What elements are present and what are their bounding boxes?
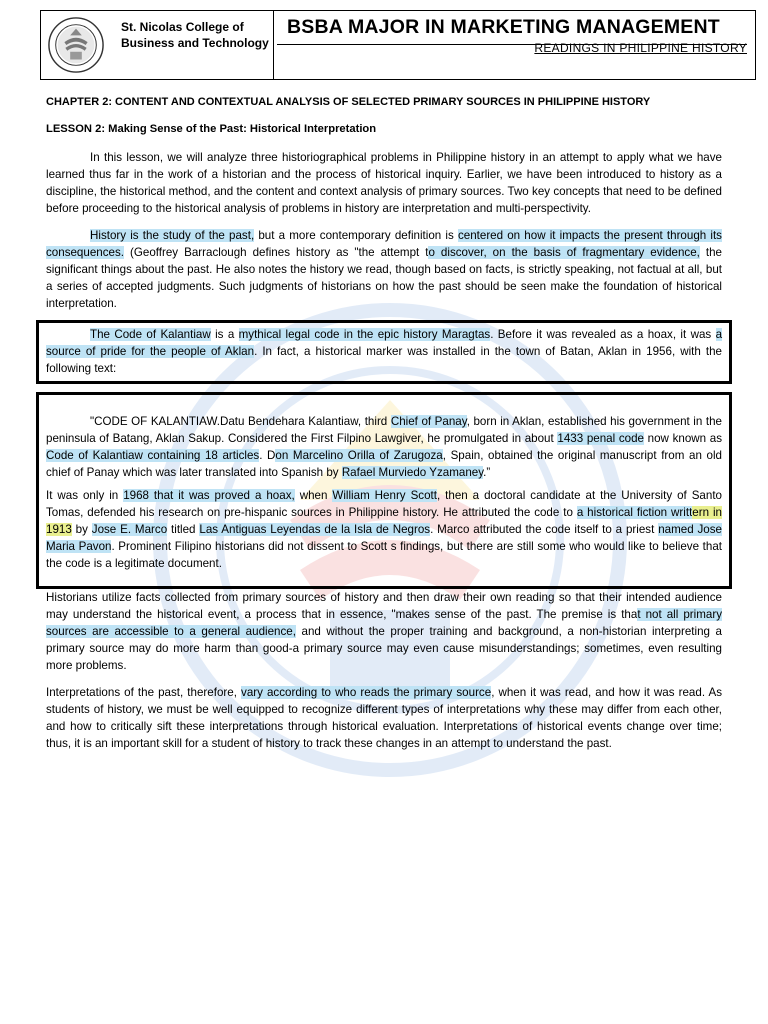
paragraph-kalantiaw: The Code of Kalantiaw is a mythical legal code in the epic history Maragtas. Before it was revealed as a hoax, it was a source of pride for the people of Aklan. In fact, a historical marker was installed in the town of Batan, Aklan in 1956, with the following text:	[46, 328, 723, 375]
marker-quote: "CODE OF KALANTIAW.Datu Bendehara Kalantiaw, third Chief of Panay, born in Aklan, established his government in the peninsula of Batang, Aklan Sakup. Considered the First Filpino Lawgiver, he promulgated in about 1433 penal code now known as Code of Kalantiaw containing 18 articles. Don Marcelino Orilla of Zarugoza, Spain, obtained the original manuscript from an old chief of Panay which was later translated into Spanish by Rafael Murviedo Yzamaney.”	[46, 415, 722, 479]
highlight: named Jose Maria Pavon	[46, 523, 722, 553]
kalantiaw-intro-box	[36, 320, 732, 384]
highlight: Rafael Murviedo Yzamaney	[341, 466, 484, 479]
kalantiaw-marker-box	[36, 392, 732, 589]
highlight: Chief of Panay	[390, 415, 467, 428]
paragraph-definition: History is the study of the past, but a more contemporary definition is centered on how it impacts the present through its consequences. (Geoffrey Barraclough defines history as "the attempt to discover, on the basis of fragmentary evidence, the significant things about the past. He also notes the history we read, though based on facts, is strictly speaking, not factual at all, but a series of accepted judgments. Such judgments of historians on how the past should be seen make the foundation of historical interpretation.	[46, 229, 723, 310]
highlight: Code of Kalantiaw containing 18 articles	[46, 449, 260, 462]
highlight: t not all primary sources are accessible to a general audience,	[46, 608, 723, 638]
subject-title: READINGS IN PHILIPPINE HISTORY	[534, 41, 747, 55]
document-header	[40, 10, 756, 80]
paragraph-intro: In this lesson, we will analyze three historiographical problems in Philippine history in an attempt to apply what we have learned thus far in the work of a historian and the process of historical inquiry. Earlier, we have been introduced to history as a discipline, the historical method, and the content and context analysis of primary sources. Two key concepts that need to be defined before proceeding to the historical analysis of problems in history are interpretation and multi-perspectivity.	[46, 151, 722, 215]
highlight: The Code of Kalantiaw	[90, 328, 211, 341]
paragraph-primary-sources: Historians utilize facts collected from primary sources of history and then draw their own reading so that their intended audience may understand the historical event, a process that in essence, "makes sense of the past. The premise is that not all primary sources are accessible to a general audience, and without the proper training and background, a non-historian interpreting a primary source may do more harm than good-a primary source may even cause misunderstandings; sometimes, even resulting more problems.	[46, 591, 723, 672]
program-title: BSBA MAJOR IN MARKETING MANAGEMENT	[287, 16, 720, 38]
highlight: Jose E. Marco	[91, 523, 168, 536]
highlight: 1968 that it was proved a hoax,	[123, 489, 295, 502]
highlight: mythical legal code in the epic history Maragtas	[238, 328, 491, 341]
highlight: a historical fiction writt	[576, 506, 693, 519]
paragraph-hoax: It was only in 1968 that it was proved a hoax, when William Henry Scott, then a doctoral candidate at the University of Santo Tomas, defended his research on pre-hispanic sources in Philippine history. He attributed the code to a historical fiction writtern in 1913 by Jose E. Marco titled Las Antiguas Leyendas de la Isla de Negros. Marco attributed the code itself to a priest named Jose Maria Pavon. Prominent Filipino historians did not dissent to Scott s findings, but there are still some who would like to believe that the code is a legitimate document.	[46, 489, 722, 570]
highlight-yellow: ern in 1913	[46, 506, 722, 536]
lesson-heading: LESSON 2: Making Sense of the Past: Historical Interpretation	[46, 123, 377, 135]
highlight: centered on how it impacts the present through its consequences.	[46, 229, 722, 259]
school-name: St. Nicolas College of Business and Technology	[121, 20, 269, 50]
school-seal-logo	[47, 16, 105, 74]
paragraph-interpretations: Interpretations of the past, therefore, vary according to who reads the primary source, when it was read, and how it was read. As students of history, we must be well equipped to recognize different types of interpretations why these may differ from each other, and how to critically sift these interpretations through historical evaluation. Interpretations of historical events change over time; thus, it is an important skill for a student of history to track these changes in an attempt to understand the past.	[46, 686, 722, 750]
highlight: on Marcelino Orilla of Zarugoza	[275, 449, 443, 462]
highlight: 1433 penal code	[557, 432, 644, 445]
highlight: Las Antiguas Leyendas de la Isla de Negros	[199, 523, 431, 536]
highlight: o discover, on the basis of fragmentary evidence,	[428, 246, 700, 259]
highlight: William Henry Scott	[332, 489, 437, 502]
highlight: vary according to who reads the primary source	[241, 686, 492, 699]
highlight: History is the study of the past,	[90, 229, 255, 242]
highlight: a source of pride for the people of Aklan	[46, 328, 723, 358]
logo-cell	[41, 11, 274, 79]
document-body	[46, 94, 722, 752]
chapter-heading: CHAPTER 2: CONTENT AND CONTEXTUAL ANALYSIS OF SELECTED PRIMARY SOURCES IN PHILIPPINE HISTORY	[46, 96, 651, 108]
